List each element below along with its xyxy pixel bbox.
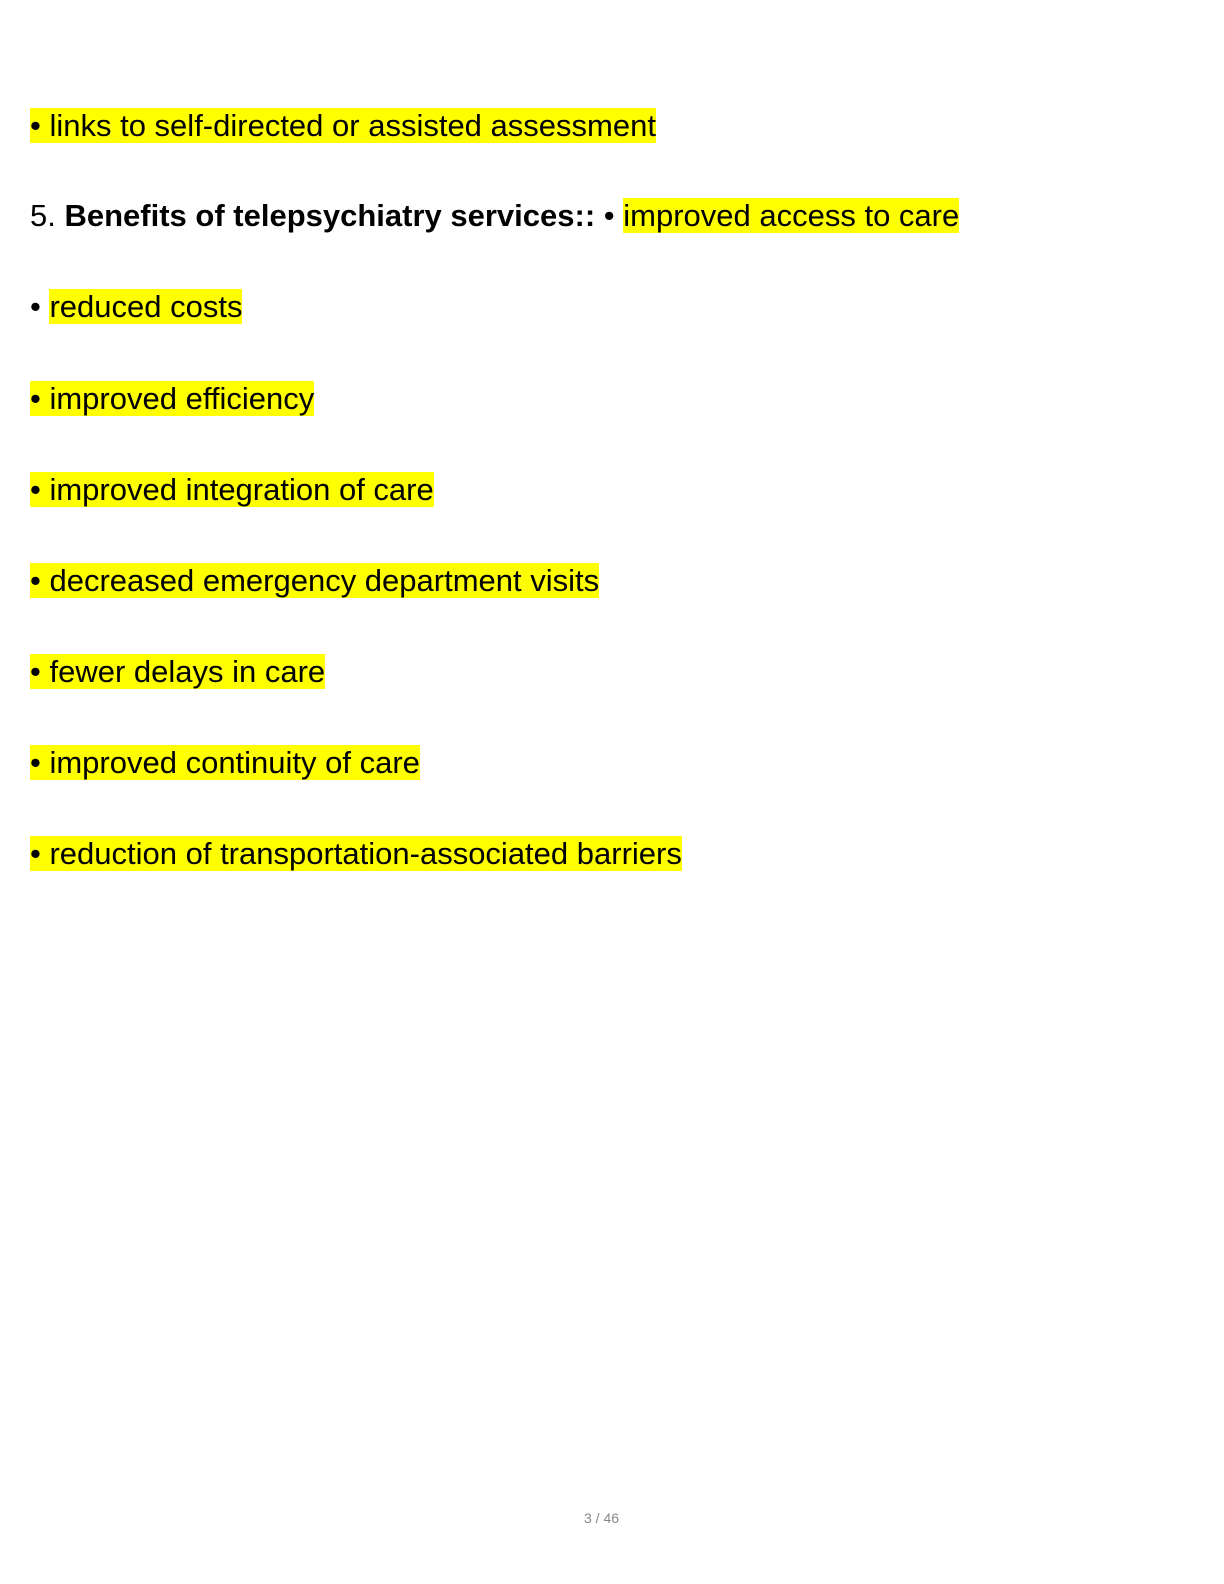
highlighted-text: • improved integration of care (30, 472, 434, 507)
section-heading: Benefits of telepsychiatry services:: (64, 198, 596, 233)
bullet-line-efficiency (30, 380, 314, 418)
bullet-line-reduced-costs (30, 288, 242, 326)
bullet-line-delays (30, 653, 325, 691)
list-number: 5. (30, 198, 56, 233)
bullet-line-transportation (30, 835, 682, 873)
bullet-line-assessment-links (30, 107, 656, 145)
highlighted-text: • improved efficiency (30, 381, 315, 416)
bullet-glyph: • (603, 198, 615, 233)
bullet-glyph: • (30, 289, 41, 324)
bullet-line-integration (30, 471, 434, 509)
highlighted-text: • improved continuity of care (30, 745, 420, 780)
highlighted-text: • decreased emergency department visits (30, 563, 600, 598)
page-indicator: 3 / 46 (583, 1510, 620, 1526)
highlighted-text: • links to self-directed or assisted assessment (30, 108, 656, 143)
highlighted-text: • reduction of transportation-associated barriers (30, 836, 682, 871)
bullet-line-continuity (30, 744, 420, 782)
numbered-heading-line (30, 197, 959, 235)
highlighted-text: improved access to care (623, 198, 960, 233)
highlighted-text: reduced costs (49, 289, 243, 324)
highlighted-text: • fewer delays in care (30, 654, 326, 689)
bullet-line-ed-visits (30, 562, 599, 600)
